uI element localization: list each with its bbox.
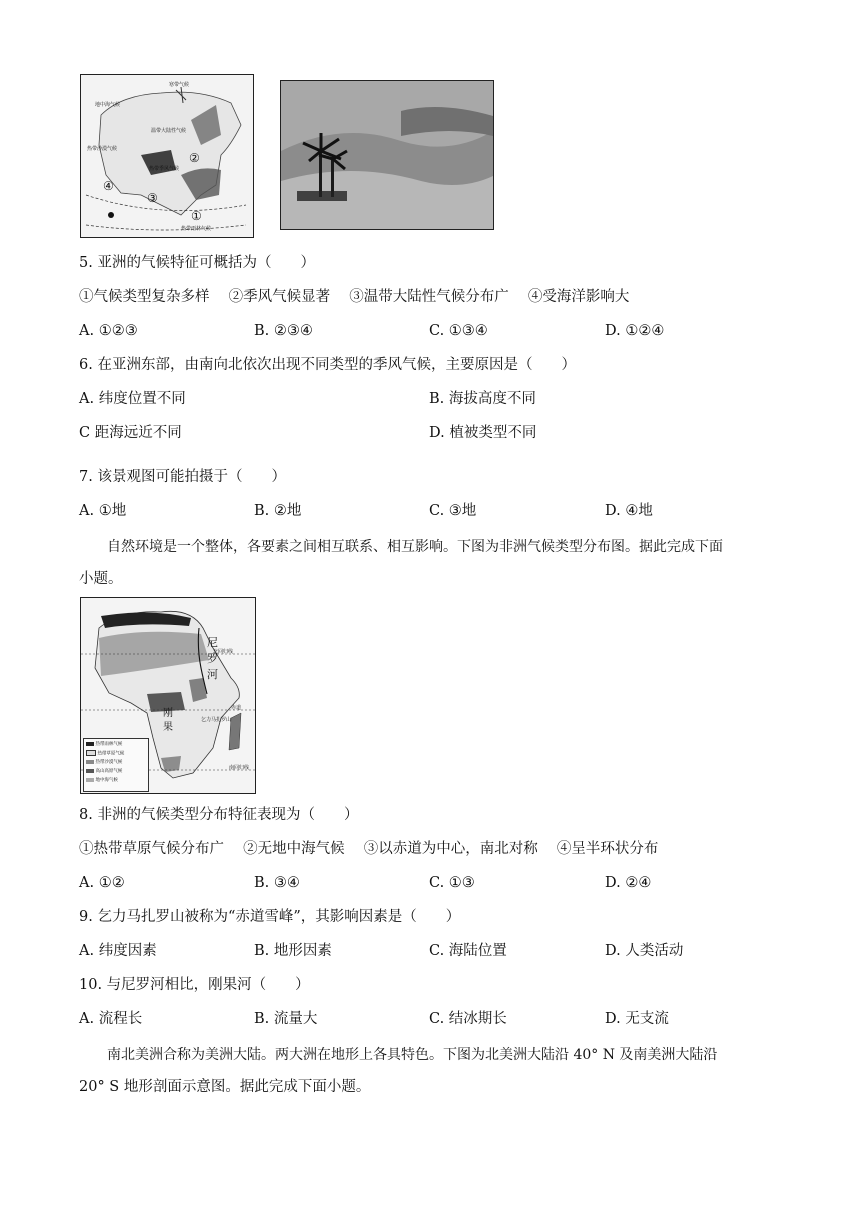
america-intro-line2: 20° S 地形剖面示意图。据此完成下面小题。 bbox=[79, 1079, 371, 1095]
africa-climate-map bbox=[80, 597, 256, 794]
option-b[interactable]: B. ②③④ bbox=[254, 323, 313, 339]
map-marker: ④ bbox=[103, 179, 114, 193]
option-d[interactable]: D. 人类活动 bbox=[605, 943, 684, 959]
map-label: 寒带气候 bbox=[169, 82, 190, 88]
map-label: 尼 bbox=[207, 636, 218, 649]
option-b[interactable]: B. ②地 bbox=[254, 503, 302, 519]
map-marker: ③ bbox=[147, 191, 158, 205]
option-a[interactable]: A. 纬度因素 bbox=[79, 943, 157, 959]
america-intro-line1: 南北美洲合称为美洲大陆。两大洲在地形上各具特色。下图为北美洲大陆沿 40° N 及南美洲大陆沿 bbox=[107, 1047, 718, 1063]
asia-climate-map bbox=[80, 74, 254, 238]
map-label: 乞力马扎罗山 bbox=[201, 717, 232, 723]
option-c[interactable]: C. ①③④ bbox=[429, 323, 488, 339]
option-a[interactable]: A. ①②③ bbox=[79, 323, 138, 339]
map-label: 赤道 bbox=[231, 705, 242, 711]
legend-label: 地中海气候 bbox=[95, 778, 118, 783]
option-d[interactable]: D. 植被类型不同 bbox=[429, 425, 537, 441]
map-label: 热带季风气候 bbox=[149, 166, 180, 172]
africa-intro-line1: 自然环境是一个整体，各要素之间相互联系、相互影响。下图为非洲气候类型分布图。据此完成下面 bbox=[107, 539, 723, 555]
option-d[interactable]: D. ②④ bbox=[605, 875, 652, 891]
legend-label: 热带雨林气候 bbox=[95, 742, 123, 747]
option-c[interactable]: C. ①③ bbox=[429, 875, 475, 891]
option-b[interactable]: B. 海拔高度不同 bbox=[429, 391, 536, 407]
map-label: 罗 bbox=[207, 652, 218, 665]
option-c[interactable]: C. 海陆位置 bbox=[429, 943, 507, 959]
desert-photo-drawing bbox=[281, 81, 493, 229]
map-label: 河 bbox=[207, 668, 218, 681]
option-a[interactable]: A. 流程长 bbox=[79, 1011, 143, 1027]
map-label: 热带沙漠气候 bbox=[87, 146, 118, 152]
map-label: 温带大陆性气候 bbox=[151, 128, 187, 134]
map-label: 热带雨林气候 bbox=[181, 226, 212, 232]
map-marker: ② bbox=[189, 151, 200, 165]
option-b[interactable]: B. ③④ bbox=[254, 875, 300, 891]
option-c[interactable]: C. ③地 bbox=[429, 503, 477, 519]
map-marker: ① bbox=[191, 209, 202, 223]
question-6-stem: 6. 在亚洲东部，由南向北依次出现不同类型的季风气候，主要原因是（ ） bbox=[79, 357, 576, 373]
option-c[interactable]: C 距海远近不同 bbox=[79, 425, 182, 441]
map-legend bbox=[83, 738, 149, 792]
question-8-statements: ①热带草原气候分布广 ②无地中海气候 ③以赤道为中心，南北对称 ④呈半环状分布 bbox=[79, 841, 659, 857]
question-7-stem: 7. 该景观图可能拍摄于（ ） bbox=[79, 469, 286, 485]
asia-map-drawing bbox=[81, 75, 253, 237]
map-label: 南回归线 bbox=[229, 765, 250, 771]
legend-label: 高山高原气候 bbox=[95, 769, 123, 774]
option-d[interactable]: D. ④地 bbox=[605, 503, 653, 519]
map-label: 地中海气候 bbox=[95, 102, 121, 108]
legend-label: 热带草原气候 bbox=[97, 751, 125, 757]
option-b[interactable]: B. 地形因素 bbox=[254, 943, 332, 959]
question-8-stem: 8. 非洲的气候类型分布特征表现为（ ） bbox=[79, 807, 359, 823]
desert-landscape-photo bbox=[280, 80, 494, 230]
option-d[interactable]: D. ①②④ bbox=[605, 323, 665, 339]
option-b[interactable]: B. 流量大 bbox=[254, 1011, 318, 1027]
map-label: 北回归线 bbox=[213, 649, 234, 655]
legend-label: 热带沙漠气候 bbox=[95, 760, 123, 765]
option-d[interactable]: D. 无支流 bbox=[605, 1011, 669, 1027]
africa-intro-line2: 小题。 bbox=[79, 571, 123, 587]
option-a[interactable]: A. ①地 bbox=[79, 503, 127, 519]
option-a[interactable]: A. 纬度位置不同 bbox=[79, 391, 186, 407]
question-10-stem: 10. 与尼罗河相比，刚果河（ ） bbox=[79, 977, 310, 993]
question-9-stem: 9. 乞力马扎罗山被称为“赤道雪峰”，其影响因素是（ ） bbox=[79, 909, 461, 925]
option-a[interactable]: A. ①② bbox=[79, 875, 125, 891]
option-c[interactable]: C. 结冰期长 bbox=[429, 1011, 507, 1027]
map-label: 果 bbox=[163, 722, 173, 733]
question-5-statements: ①气候类型复杂多样 ②季风气候显著 ③温带大陆性气候分布广 ④受海洋影响大 bbox=[79, 289, 630, 305]
question-5-stem: 5. 亚洲的气候特征可概括为（ ） bbox=[79, 255, 315, 271]
map-label: 刚 bbox=[163, 708, 173, 719]
